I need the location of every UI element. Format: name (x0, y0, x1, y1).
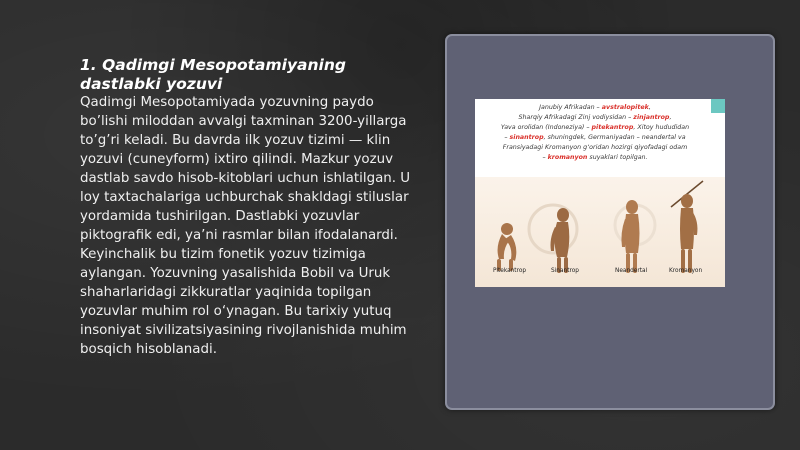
caption-highlight: avstralopitek (601, 104, 649, 111)
figure-labels (475, 268, 725, 278)
caption-text: Fransiyadagi Kromanyon g‘oridan hozirgi qiyofadagi odam (502, 144, 688, 151)
caption-text: , (669, 114, 672, 121)
caption-highlight: sinantrop (509, 134, 544, 141)
slide-title: 1. Qadimgi Mesopotamiyaning dastlabki yozuvi (80, 56, 346, 93)
figure-pitekantrop (497, 223, 516, 271)
caption-text: , (648, 104, 651, 111)
picture-caption (479, 103, 711, 163)
figure-kromanyon (671, 181, 703, 273)
caption-highlight: pitekantrop (591, 124, 634, 131)
caption-text: , shuningdek, Germaniyadan – neandertal va (543, 134, 686, 141)
caption-text: Yava orolidan (Indoneziya) – (500, 124, 592, 131)
slide-body-text: Qadimgi Mesopotamiyada yozuvning paydo bo’lishi miloddan avvalgi taxminan 3200-yillarga to’g’ri keladi. Bu davrda ilk yozuv tizimi — klin yozuvi (cuneyform) ixtiro qilindi. Mazkur yozuv dastlab savdo hisob-kitoblari uchun ishlatilgan. U loy taxtachalariga uchburchak shakldagi stiluslar yordamida tushirilgan. Dastlabki yozuvlar piktografik edi, ya’ni rasmlar bilan ifodalanardi. Keyinchalik bu tizim fonetik yozuv tizimiga aylangan. Yozuvning yasalishida Bobil va Uruk shaharlaridagi zikkuratlar yaqinida topilgan yozuvlar muhim rol o‘ynagan. Bu tarixiy yutuq insoniyat sivilizatsiyasining rivojlanishida muhim bosqich hisoblanadi. (80, 95, 411, 357)
label-neandertal: Neandertal (615, 268, 648, 274)
caption-text: Sharqiy Afrikadagi Zinj vodiysidan – (518, 114, 634, 121)
caption-text: Janubiy Afrikadan – (539, 104, 602, 111)
label-sinantrop: Sinantrop (551, 268, 579, 274)
caption-text: – (542, 154, 548, 161)
evolution-picture (475, 99, 725, 287)
caption-text: suyaklari topilgan. (587, 154, 648, 161)
caption-highlight: kromanyon (547, 154, 588, 161)
figure-sinantrop (551, 208, 570, 273)
label-kromanyon: Kromanyon (669, 268, 703, 274)
label-pitekantrop: Pitekantrop (493, 268, 527, 274)
caption-text: – (504, 134, 510, 141)
figure-neandertal (621, 200, 639, 273)
caption-text: , Xitoy hududidan (633, 124, 690, 131)
teal-corner-accent (711, 99, 725, 113)
caption-highlight: zinjantrop (633, 114, 670, 121)
